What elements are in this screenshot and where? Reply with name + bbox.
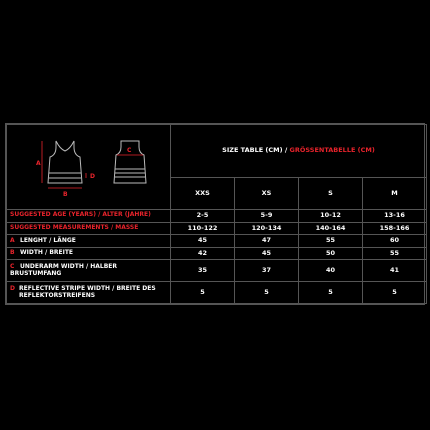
row-value: 55 — [363, 247, 427, 260]
row-value: 5 — [235, 282, 299, 304]
vest-front-icon — [48, 141, 82, 183]
letter-d: D — [89, 173, 95, 180]
size-table — [5, 123, 425, 305]
row-label: B WIDTH / BREITE — [7, 247, 171, 260]
row-value: 5 — [171, 282, 235, 304]
table-row — [7, 282, 427, 304]
row-value: 50 — [299, 247, 363, 260]
letter-b: B — [62, 191, 68, 198]
row-label: C UNDERARM WIDTH / HALBER BRUSTUMFANG — [7, 260, 171, 282]
row-value: 45 — [171, 235, 235, 248]
letter-a: A — [35, 160, 41, 167]
row-value: 120-134 — [235, 222, 299, 235]
table-row — [7, 235, 427, 248]
row-value: 60 — [363, 235, 427, 248]
row-value: 110-122 — [171, 222, 235, 235]
row-label: D REFLECTIVE STRIPE WIDTH / BREITE DES REFLEKTORSTREIFENS — [7, 282, 171, 304]
row-value: 5 — [363, 282, 427, 304]
row-value: 140-164 — [299, 222, 363, 235]
row-label: SUGGESTED MEASUREMENTS / MASSE — [7, 222, 171, 235]
size-header-m: M — [363, 177, 427, 209]
row-value: 5-9 — [235, 210, 299, 223]
row-value: 37 — [235, 260, 299, 282]
row-label: SUGGESTED AGE (YEARS) / ALTER (JAHRE) — [7, 210, 171, 223]
row-value: 41 — [363, 260, 427, 282]
size-header-xxs: XXS — [171, 177, 235, 209]
row-value: 55 — [299, 235, 363, 248]
size-header-xs: XS — [235, 177, 299, 209]
row-label: A LENGHT / LÄNGE — [7, 235, 171, 248]
row-value: 45 — [235, 247, 299, 260]
row-value: 158-166 — [363, 222, 427, 235]
row-value: 40 — [299, 260, 363, 282]
table-row — [7, 260, 427, 282]
row-value: 42 — [171, 247, 235, 260]
table-title: SIZE TABLE (CM) / GRÖSSENTABELLE (CM) — [171, 125, 427, 178]
size-header-s: S — [299, 177, 363, 209]
row-value: 13-16 — [363, 210, 427, 223]
row-value: 10-12 — [299, 210, 363, 223]
vest-diagram — [7, 125, 171, 210]
row-value: 2-5 — [171, 210, 235, 223]
row-value: 5 — [299, 282, 363, 304]
table-row — [7, 210, 427, 223]
table-row — [7, 247, 427, 260]
row-value: 35 — [171, 260, 235, 282]
letter-c: C — [126, 147, 131, 154]
row-value: 47 — [235, 235, 299, 248]
table-row — [7, 222, 427, 235]
